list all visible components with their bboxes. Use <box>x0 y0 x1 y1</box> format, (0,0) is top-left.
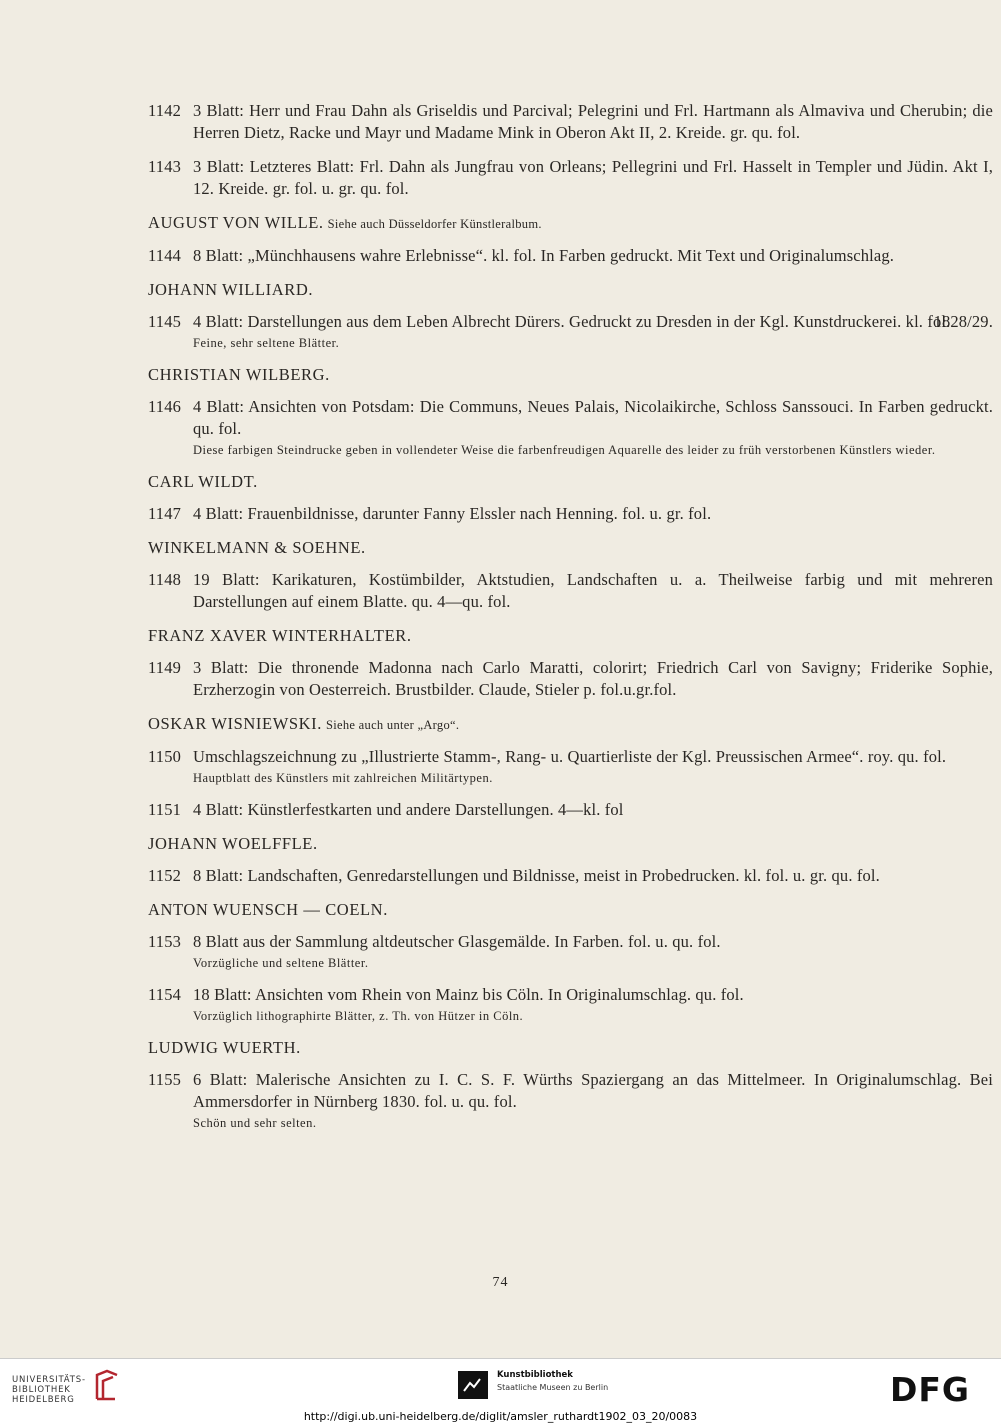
artist-heading <box>148 471 1001 493</box>
artist-heading <box>148 537 1001 559</box>
entry-number: 1149 <box>148 658 181 677</box>
entry-description: 4 Blatt: Frauenbildnisse, darunter Fanny Elssler nach Henning. fol. u. gr. fol. <box>193 504 712 523</box>
university-line: HEIDELBERG <box>12 1395 75 1405</box>
page-number: 74 <box>492 1275 509 1290</box>
entry-description: 18 Blatt: Ansichten vom Rhein von Mainz bis Cöln. In Originalumschlag. qu. fol. <box>193 985 744 1004</box>
catalog-entry <box>148 931 993 972</box>
artist-heading <box>148 625 1001 647</box>
catalog-entry <box>148 799 993 821</box>
catalog-entry <box>148 1069 993 1132</box>
artist-heading <box>148 713 1001 736</box>
artist-heading <box>148 279 1001 301</box>
entry-note: Feine, sehr seltene Blätter. <box>193 336 340 350</box>
university-logo-icon <box>93 1369 121 1403</box>
footer-bar <box>0 1358 1001 1409</box>
entry-number: 1143 <box>148 157 181 176</box>
entry-description: Umschlagszeichnung zu „Illustrierte Stamm-, Rang- u. Quartierliste der Kgl. Preussischen Armee“. roy. qu. fol. <box>193 747 947 766</box>
university-line: BIBLIOTHEK <box>12 1385 71 1395</box>
university-library-label <box>12 1375 86 1405</box>
entry-number: 1145 <box>148 312 181 331</box>
catalog-entry <box>148 984 993 1025</box>
source-url-link[interactable]: http://digi.ub.uni-heidelberg.de/diglit/amsler_ruthardt1902_03_20/0083 <box>303 1410 698 1423</box>
catalog-entry <box>148 746 993 787</box>
entry-note: Diese farbigen Steindrucke geben in vollendeter Weise die farbenfreudigen Aquarelle des leider zu früh verstorbenen Künstlers wieder. <box>193 443 936 457</box>
catalog-entry <box>148 569 993 613</box>
library-subtitle: Staatliche Museen zu Berlin <box>497 1383 609 1392</box>
entry-note: Hauptblatt des Künstlers mit zahlreichen Militärtypen. <box>193 771 493 785</box>
dfg-logo: DFG <box>890 1370 971 1409</box>
artist-name: AUGUST VON WILLE. <box>148 213 324 232</box>
catalog-entry <box>148 100 993 144</box>
artist-name: LUDWIG WUERTH. <box>148 1038 301 1057</box>
artist-heading <box>148 899 1001 921</box>
artist-name: ANTON WUENSCH — COELN. <box>148 900 388 919</box>
artist-name: CARL WILDT. <box>148 472 258 491</box>
entry-note: Vorzüglich lithographirte Blätter, z. Th. von Hützer in Cöln. <box>193 1009 524 1023</box>
entry-description: 4 Blatt: Darstellungen aus dem Leben Albrecht Dürers. Gedruckt zu Dresden in der Kgl. Kunstdruckerei. kl. fol. <box>193 312 951 331</box>
artist-name: OSKAR WISNIEWSKI. <box>148 714 322 733</box>
entry-number: 1153 <box>148 932 181 951</box>
catalog-content <box>0 100 1001 1144</box>
catalog-entry <box>148 396 993 459</box>
catalog-entry <box>148 311 993 352</box>
entry-number: 1151 <box>148 800 181 819</box>
entry-description: 8 Blatt aus der Sammlung altdeutscher Glasgemälde. In Farben. fol. u. qu. fol. <box>193 932 721 951</box>
entry-description: 8 Blatt: Landschaften, Genredarstellungen und Bildnisse, meist in Probedrucken. kl. fol. u. gr. qu. fol. <box>193 866 880 885</box>
artist-heading <box>148 364 1001 386</box>
entry-description: 3 Blatt: Herr und Frau Dahn als Griseldis und Parcival; Pelegrini und Frl. Hartmann als Almaviva und Cherubin; die Herren Dietz, Racke und Mayr und Madame Mink in Oberon Akt II, 2. Kreide. gr. qu. fol. <box>193 101 993 142</box>
catalog-entry <box>148 156 993 200</box>
entry-description: 19 Blatt: Karikaturen, Kostümbilder, Aktstudien, Landschaften u. a. Theilweise farbig und mit mehreren Darstellungen auf einem Blatte. qu. 4—qu. fol. <box>193 570 993 611</box>
entry-description: 4 Blatt: Ansichten von Potsdam: Die Communs, Neues Palais, Nicolaikirche, Schloss Sanssouci. In Farben gedruckt. qu. fol. <box>193 397 993 438</box>
artist-heading <box>148 212 1001 235</box>
entry-number: 1155 <box>148 1070 181 1089</box>
entry-number: 1148 <box>148 570 181 589</box>
entry-number: 1152 <box>148 866 181 885</box>
entry-year: 1828/29. <box>933 312 993 331</box>
entry-number: 1144 <box>148 246 181 265</box>
entry-number: 1150 <box>148 747 181 766</box>
entry-description: 3 Blatt: Die thronende Madonna nach Carlo Maratti, colorirt; Friedrich Carl von Savigny; Friderike Sophie, Erzherzogin von Oesterreich. Brustbilder. Claude, Stieler p. fol.u.gr.fol. <box>193 658 993 699</box>
entry-number: 1146 <box>148 397 181 416</box>
artist-name: FRANZ XAVER WINTERHALTER. <box>148 626 412 645</box>
entry-description: 6 Blatt: Malerische Ansichten zu I. C. S. F. Würths Spaziergang an das Mittelmeer. In Originalumschlag. Bei Ammersdorfer in Nürnberg 1830. fol. u. qu. fol. <box>193 1070 993 1111</box>
entry-number: 1147 <box>148 504 181 523</box>
artist-heading <box>148 1037 1001 1059</box>
artist-reference: Siehe auch Düsseldorfer Künstleralbum. <box>327 217 542 231</box>
kunstbibliothek-logo-icon <box>458 1371 488 1399</box>
artist-name: JOHANN WOELFFLE. <box>148 834 318 853</box>
catalog-entry <box>148 503 993 525</box>
artist-name: CHRISTIAN WILBERG. <box>148 365 330 384</box>
entry-description: 4 Blatt: Künstlerfestkarten und andere Darstellungen. 4—kl. fol <box>193 800 624 819</box>
entry-description: 8 Blatt: „Münchhausens wahre Erlebnisse“. kl. fol. In Farben gedruckt. Mit Text und Originalumschlag. <box>193 246 895 265</box>
entry-description: 3 Blatt: Letzteres Blatt: Frl. Dahn als Jungfrau von Orleans; Pellegrini und Frl. Hasselt in Templer und Jüdin. Akt I, 12. Kreide. gr. fol. u. gr. qu. fol. <box>193 157 993 198</box>
university-line: UNIVERSITÄTS- <box>12 1375 86 1385</box>
catalog-entry <box>148 245 993 267</box>
catalog-entry <box>148 865 993 887</box>
library-title: Kunstbibliothek <box>497 1370 573 1380</box>
artist-heading <box>148 833 1001 855</box>
catalog-entry <box>148 657 993 701</box>
artist-reference: Siehe auch unter „Argo“. <box>325 718 460 732</box>
artist-name: JOHANN WILLIARD. <box>148 280 314 299</box>
entry-number: 1154 <box>148 985 181 1004</box>
artist-name: WINKELMANN & SOEHNE. <box>148 538 366 557</box>
entry-note: Vorzügliche und seltene Blätter. <box>193 956 369 970</box>
entry-number: 1142 <box>148 101 181 120</box>
entry-note: Schön und sehr selten. <box>193 1116 317 1130</box>
